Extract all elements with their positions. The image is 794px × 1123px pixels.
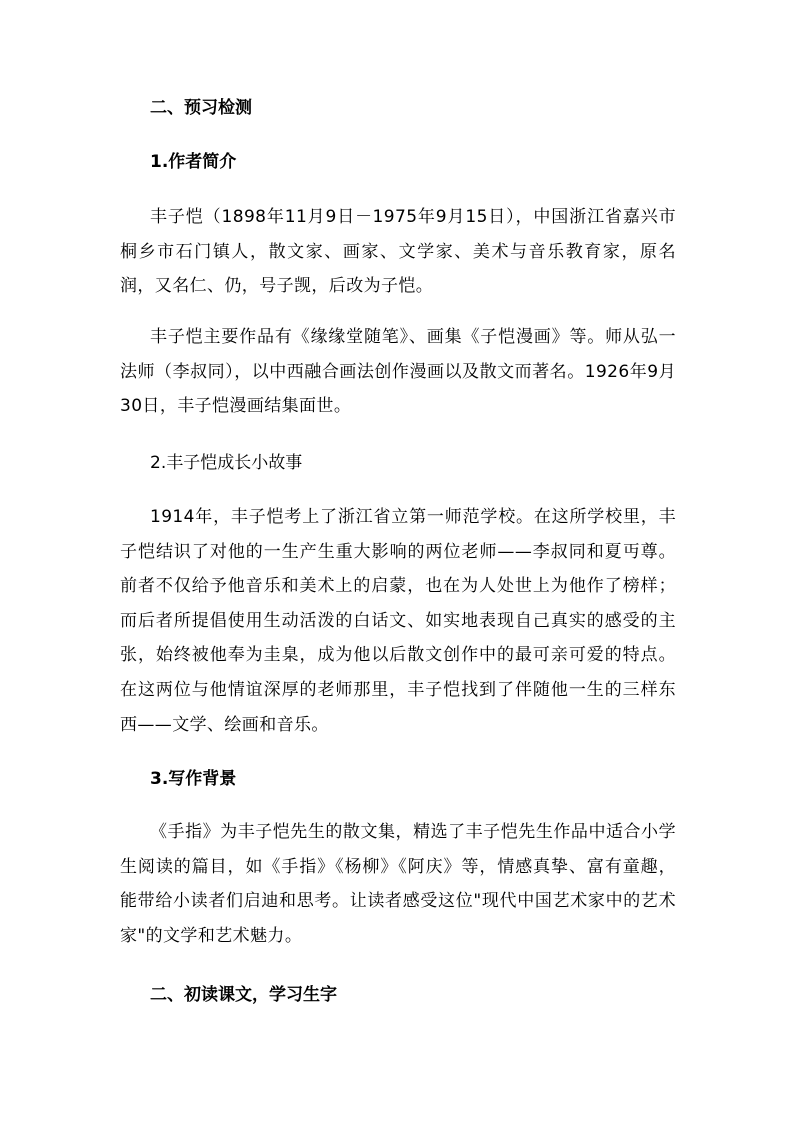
background-heading: 3.写作背景: [150, 769, 237, 789]
reading-heading: 二、初读课文，学习生字: [150, 985, 337, 1005]
preview-heading: 二、预习检测: [150, 98, 252, 118]
story-paragraph: 1914年，丰子恺考上了浙江省立第一师范学校。在这所学校里，丰子恺结识了对他的一生产生重大影响的两位老师——李叔同和夏丏尊。前者不仅给予他音乐和美术上的启蒙，也在为人处世上为他作了榜样；而后者所提倡使用生动活泼的白话文、如实地表现自己真实的感受的主张，始终被他奉为圭臬，成为他以后散文创作中的最可亲可爱的特点。在这两位与他情谊深厚的老师那里，丰子恺找到了伴随他一生的三样东西——文学、绘画和音乐。: [120, 507, 676, 735]
author-heading: 1.作者简介: [150, 152, 237, 172]
background-paragraph: 《手指》为丰子恺先生的散文集，精选了丰子恺先生作品中适合小学生阅读的篇目，如《手指》《杨柳》《阿庆》等，情感真挚、富有童趣，能带给小读者们启迪和思考。让读者感受这位"现代中国艺术家中的艺术家"的文学和艺术魅力。: [120, 822, 676, 946]
story-heading: 2.丰子恺成长小故事: [150, 453, 303, 473]
author-paragraph-1: 丰子恺（1898年11月9日－1975年9月15日），中国浙江省嘉兴市桐乡市石门镇人，散文家、画家、文学家、美术与音乐教育家，原名润，又名仁、仍，号子觊，后改为子恺。: [120, 207, 676, 297]
author-paragraph-2: 丰子恺主要作品有《缘缘堂随笔》、画集《子恺漫画》等。师从弘一法师（李叔同），以中西融合画法创作漫画以及散文而著名。1926年9月30日，丰子恺漫画结集面世。: [120, 327, 676, 417]
